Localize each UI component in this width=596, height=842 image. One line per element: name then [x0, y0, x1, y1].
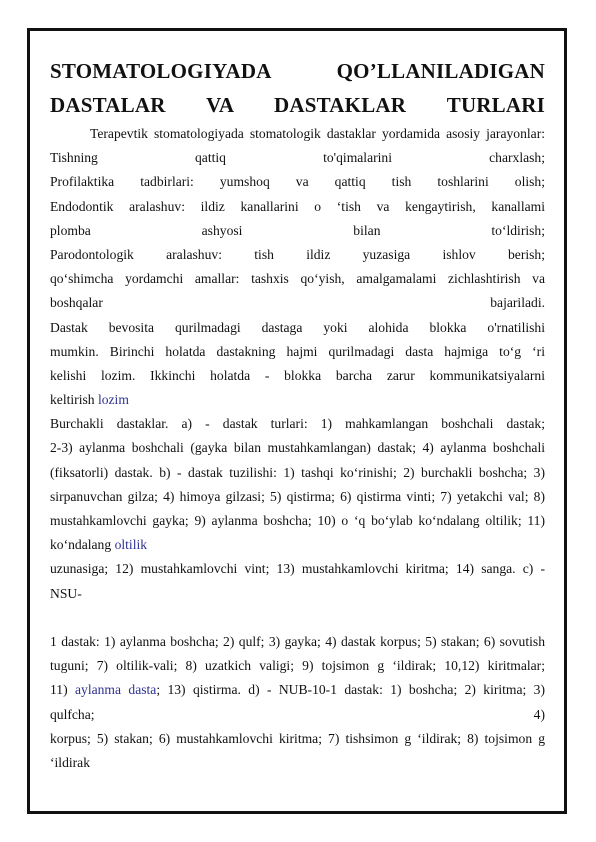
document-title [50, 54, 545, 122]
text-line: sirpanuvchan gilza; 4) himoya gilzasi; 5) qistirma; 6) qistirma vinti; 7) yetakchi val; 8) [50, 488, 545, 504]
highlighted-text: aylanma dasta [74, 682, 157, 698]
text-line: (fiksatorli) dastak. b) - dastak tuzilishi: 1) tashqi ko‘rinishi; 2) burchakli boshcha; 3) [50, 464, 545, 480]
title-line-1: STOMATOLOGIYADA QO’LLANILADIGAN [50, 59, 545, 83]
text-line: Terapevtik stomatologiyada stomatologik dastaklar yordamida asosiy jarayonlar: [90, 126, 545, 141]
text-line: uzunasiga; 12) mustahkamlovchi vint; 13) mustahkamlovchi kiritma; 14) sanga. c) - [50, 561, 545, 577]
highlighted-text: oltilik [114, 537, 148, 553]
text-line: mustahkamlovchi gayka; 9) aylanma boshcha; 10) o ‘q bo‘ylab ko‘ndalang oltilik; 11) [50, 513, 545, 528]
text-line: Dastak bevosita qurilmadagi dastaga yoki alohida blokka o'rnatilishi [50, 319, 545, 335]
text-line: 2-3) aylanma boshchali (gayka bilan mustahkamlangan) dastak; 4) aylanma boshchali [50, 440, 545, 456]
text-line: keltirish lozim [50, 392, 129, 408]
text-line: 1 dastak: 1) aylanma boshcha; 2) qulf; 3) gayka; 4) dastak korpus; 5) stakan; 6) sovutish [50, 633, 545, 649]
text-line: 11) aylanma dasta; 13) qistirma. d) - NUB-10-1 dastak: 1) boshcha; 2) kiritma; 3) [50, 682, 546, 698]
text-line: Parodontologik aralashuv: tish ildiz yuzasiga ishlov berish; [50, 246, 545, 262]
text-line: korpus; 5) stakan; 6) mustahkamlovchi kiritma; 7) tishsimon g ‘ildirak; 8) tojsimon g [50, 730, 545, 746]
text-line: mumkin. Birinchi holatda dastakning hajmi qurilmadagi dasta hajmiga to‘g ‘ri [50, 343, 545, 359]
text-line: ‘ildirak [50, 754, 91, 770]
text-line: Burchakli dastaklar. a) - dastak turlari: 1) mahkamlangan boshchali dastak; [50, 416, 545, 432]
document-body [50, 54, 545, 775]
text-line: Profilaktika tadbirlari: yumshoq va qattiq tish toshlarini olish; [50, 174, 545, 190]
text-line: qo‘shimcha yordamchi amallar: tashxis qo‘yish, amalgamalami zichlashtirish va [50, 271, 545, 287]
text-line: Endodontik aralashuv: ildiz kanallarini o ‘tish va kengaytirish, kanallami [50, 198, 545, 214]
title-line-2: DASTALAR VA DASTAKLAR TURLARI [50, 93, 545, 117]
text-line: kelishi lozim. Ikkinchi holatda - blokka barcha zarur kommunikatsiyalarni [50, 367, 545, 383]
text-line: qulfcha; 4) [50, 706, 545, 722]
body-text [50, 122, 545, 775]
highlighted-text: lozim [97, 392, 129, 408]
text-line: Tishning qattiq to'qimalarini charxlash; [50, 150, 545, 166]
text-line: ko‘ndalang oltilik [50, 537, 148, 553]
blank-line [50, 606, 545, 630]
text-line: boshqalar bajariladi. [50, 295, 545, 311]
text-line: tuguni; 7) oltilik-vali; 8) uzatkich valigi; 9) tojsimon g ‘ildirak; 10,12) kiritmalar; [50, 658, 545, 674]
text-line: plomba ashyosi bilan to‘ldirish; [50, 222, 545, 238]
text-line: NSU- [50, 585, 82, 601]
